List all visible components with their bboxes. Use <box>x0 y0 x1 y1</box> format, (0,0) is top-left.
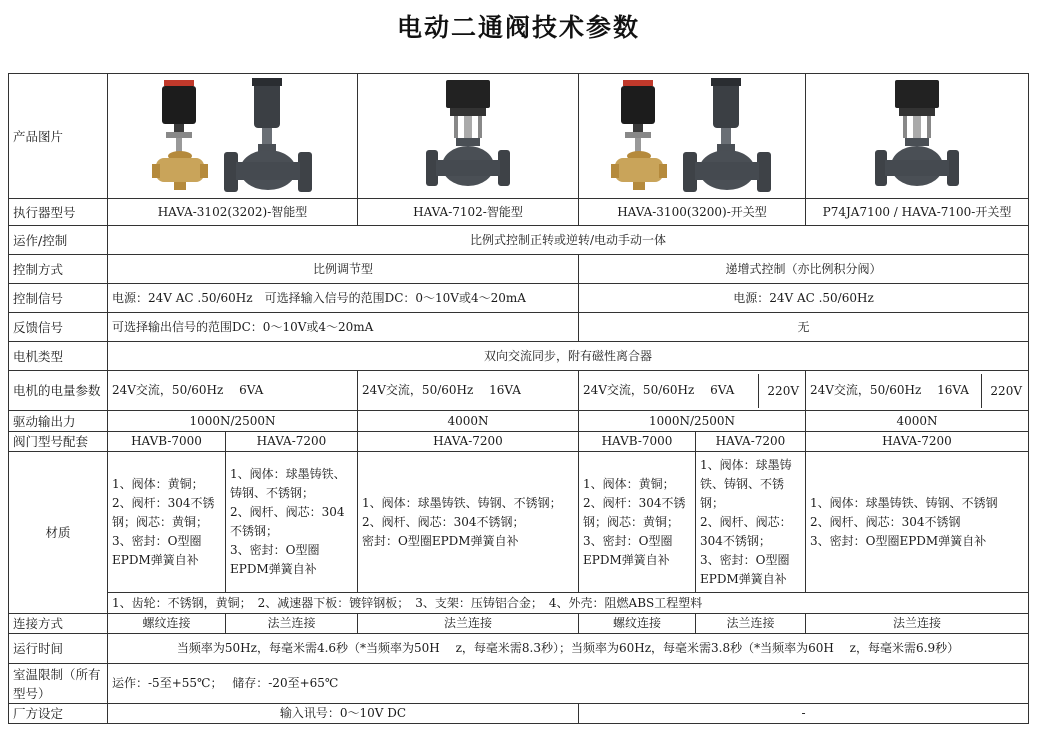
row-label: 室温限制（所有型号） <box>9 664 108 704</box>
control-signal-cell: 电源：24V AC .50/60Hz <box>579 284 1029 313</box>
valve-model-cell: HAVB-7000 <box>108 432 226 452</box>
motor-power-cell <box>806 371 1029 411</box>
row-operation <box>9 226 1029 255</box>
motor-power-cell: 24V交流，50/60Hz 6VA <box>108 371 358 411</box>
control-mode-cell: 比例调节型 <box>108 255 579 284</box>
valve-model-cell: HAVA-7200 <box>806 432 1029 452</box>
row-control-mode <box>9 255 1029 284</box>
model-cell: HAVA-3102(3202)-智能型 <box>108 199 358 226</box>
material-cell: 1、阀体：黄铜； 2、阀杆：304不锈钢；阀芯：黄铜； 3、密封：O型圈EPDM弹簧自补 <box>579 452 696 593</box>
drive-force-cell: 4000N <box>358 411 579 432</box>
model-cell: P74JA7100 / HAVA-7100-开关型 <box>806 199 1029 226</box>
flanged-valve-image <box>422 78 514 196</box>
image-cell <box>108 74 358 199</box>
valve-model-cell: HAVA-7200 <box>358 432 579 452</box>
row-label: 运作/控制 <box>9 226 108 255</box>
row-connection <box>9 614 1029 634</box>
row-run-time <box>9 634 1029 664</box>
flanged-valve-image <box>222 78 314 196</box>
row-label: 产品图片 <box>9 74 108 199</box>
row-actuator-model <box>9 199 1029 226</box>
valve-model-cell: HAVA-7200 <box>696 432 806 452</box>
valve-model-cell: HAVB-7000 <box>579 432 696 452</box>
image-cell <box>579 74 806 199</box>
material-cell: 1、阀体：球墨铸铁、铸钢、不锈钢； 2、阀杆、阀芯：304不锈钢； 3、密封：O型圈EPDM弹簧自补 <box>696 452 806 593</box>
control-signal-cell: 电源：24V AC .50/60Hz 可选择输入信号的范围DC：0～10V或4～20mA <box>108 284 579 313</box>
image-cell <box>358 74 579 199</box>
voltage-220v: 220V <box>758 374 801 408</box>
connection-cell: 螺纹连接 <box>579 614 696 634</box>
operation-cell: 比例式控制正转或逆转/电动手动一体 <box>108 226 1029 255</box>
material-common-cell: 1、齿轮：不锈钢，黄铜； 2、减速器下板：镀锌钢板； 3、支架：压铸铝合金； 4、外壳：阻燃ABS工程塑料 <box>108 593 1029 614</box>
row-drive-force <box>9 411 1029 432</box>
motor-power-text: 24V交流，50/60Hz 6VA <box>583 383 735 397</box>
row-factory-setting <box>9 704 1029 724</box>
connection-cell: 法兰连接 <box>806 614 1029 634</box>
brass-valve-image <box>152 78 208 196</box>
row-label: 反馈信号 <box>9 313 108 342</box>
spec-table <box>8 73 1029 724</box>
row-motor-power <box>9 371 1029 411</box>
row-label: 材质 <box>9 452 108 614</box>
run-time-cell: 当频率为50Hz，每毫米需4.6秒（*当频率为50H z，每毫米需8.3秒）；当频率为60Hz，每毫米需3.8秒（*当频率为60H z，每毫米需6.9秒） <box>108 634 1029 664</box>
row-label: 电机类型 <box>9 342 108 371</box>
row-label: 电机的电量参数 <box>9 371 108 411</box>
row-label: 控制信号 <box>9 284 108 313</box>
control-mode-cell: 递增式控制（亦比例积分阀） <box>579 255 1029 284</box>
motor-type-cell: 双向交流同步，附有磁性离合器 <box>108 342 1029 371</box>
row-label: 连接方式 <box>9 614 108 634</box>
material-cell: 1、阀体：球墨铸铁、铸钢、不锈钢； 2、阀杆、阀芯：304不锈钢； 3、密封：O型圈EPDM弹簧自补 <box>226 452 358 593</box>
row-temp-limit <box>9 664 1029 704</box>
flanged-valve-image <box>871 78 963 196</box>
flanged-valve-image <box>681 78 773 196</box>
row-valve-model <box>9 432 1029 452</box>
row-control-signal <box>9 284 1029 313</box>
row-label: 执行器型号 <box>9 199 108 226</box>
row-label: 控制方式 <box>9 255 108 284</box>
feedback-cell: 可选择输出信号的范围DC：0～10V或4～20mA <box>108 313 579 342</box>
connection-cell: 螺纹连接 <box>108 614 226 634</box>
row-material <box>9 452 1029 593</box>
factory-cell: 输入讯号：0～10V DC <box>108 704 579 724</box>
image-cell <box>806 74 1029 199</box>
motor-power-cell <box>579 371 806 411</box>
connection-cell: 法兰连接 <box>226 614 358 634</box>
row-motor-type <box>9 342 1029 371</box>
drive-force-cell: 1000N/2500N <box>579 411 806 432</box>
material-cell: 1、阀体：球墨铸铁、铸钢、不锈钢 2、阀杆、阀芯：304不锈钢 3、密封：O型圈EPDM弹簧自补 <box>806 452 1029 593</box>
model-cell: HAVA-7102-智能型 <box>358 199 579 226</box>
motor-power-cell: 24V交流，50/60Hz 16VA <box>358 371 579 411</box>
row-product-image <box>9 74 1029 199</box>
connection-cell: 法兰连接 <box>358 614 579 634</box>
material-cell: 1、阀体：黄铜； 2、阀杆：304不锈钢；阀芯：黄铜； 3、密封：O型圈EPDM弹簧自补 <box>108 452 226 593</box>
row-label: 厂方设定 <box>9 704 108 724</box>
page-title: 电动二通阀技术参数 <box>396 13 640 42</box>
drive-force-cell: 1000N/2500N <box>108 411 358 432</box>
drive-force-cell: 4000N <box>806 411 1029 432</box>
feedback-cell: 无 <box>579 313 1029 342</box>
model-cell: HAVA-3100(3200)-开关型 <box>579 199 806 226</box>
row-label: 运行时间 <box>9 634 108 664</box>
row-label: 驱动输出力 <box>9 411 108 432</box>
temp-limit-cell: 运作：-5至+55℃； 储存：-20至+65℃ <box>108 664 1029 704</box>
connection-cell: 法兰连接 <box>696 614 806 634</box>
row-label: 阀门型号配套 <box>9 432 108 452</box>
brass-valve-image <box>611 78 667 196</box>
row-material-common <box>9 593 1029 614</box>
motor-power-text: 24V交流，50/60Hz 16VA <box>810 383 969 397</box>
factory-cell: - <box>579 704 1029 724</box>
row-feedback <box>9 313 1029 342</box>
material-cell: 1、阀体：球墨铸铁、铸钢、不锈钢； 2、阀杆、阀芯：304不锈钢； 密封：O型圈EPDM弹簧自补 <box>358 452 579 593</box>
voltage-220v: 220V <box>981 374 1024 408</box>
valve-model-cell: HAVA-7200 <box>226 432 358 452</box>
